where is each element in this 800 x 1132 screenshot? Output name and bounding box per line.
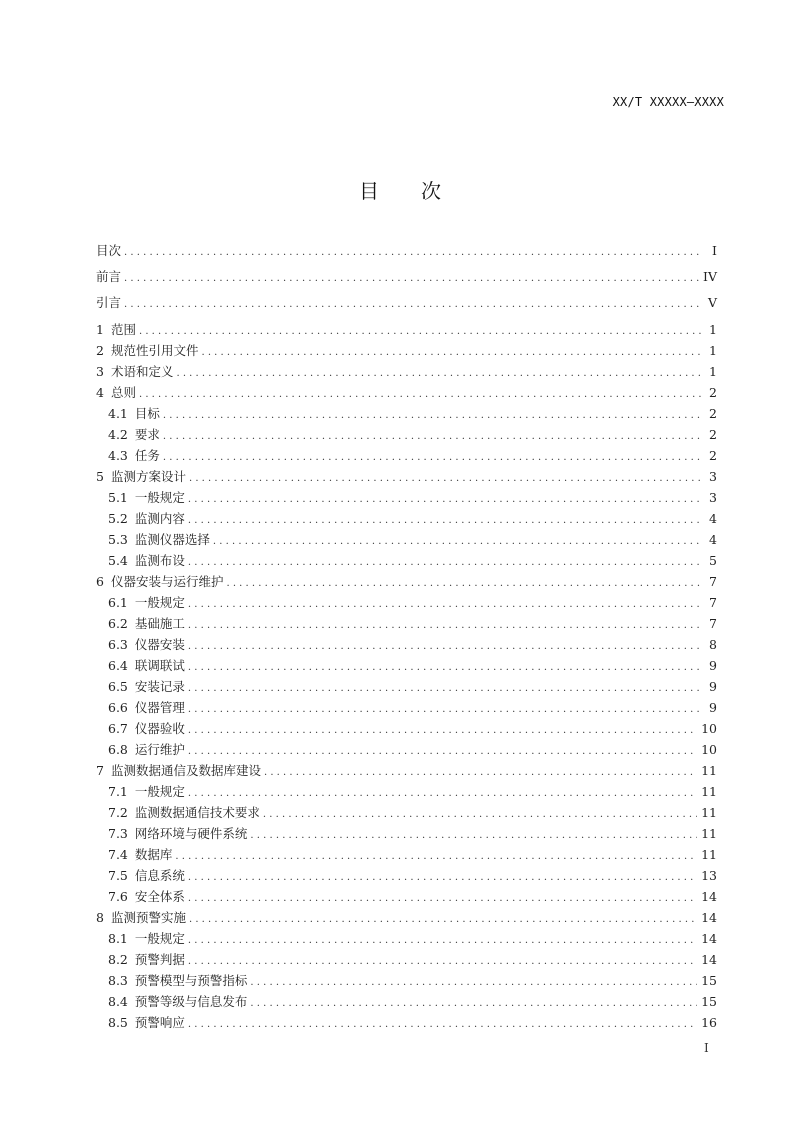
toc-entry-number: 7.2 (108, 805, 128, 820)
dot-leader (263, 804, 697, 825)
toc-entry-label: 安装记录 (134, 679, 185, 694)
toc-entry-label: 监测布设 (134, 553, 185, 568)
toc-entry[interactable] (96, 361, 717, 382)
dot-leader (250, 972, 697, 993)
dot-leader (188, 489, 701, 510)
toc-entry-label: 要求 (134, 427, 160, 442)
dot-leader (250, 825, 697, 846)
toc-entry-number: 6.6 (108, 700, 128, 715)
toc-entry-label: 预警响应 (134, 1015, 185, 1030)
dot-leader (163, 447, 701, 468)
title-char-1: 目 (359, 179, 379, 203)
footer-page-number: I (704, 1041, 709, 1055)
toc-entry-number: 8.1 (108, 931, 128, 946)
toc-entry-label: 仪器管理 (134, 700, 185, 715)
toc-entry-number: 6.2 (108, 616, 128, 631)
toc-entry-label: 任务 (134, 448, 160, 463)
toc-entry-page: 3 (709, 490, 717, 505)
toc-entry-label: 监测预警实施 (110, 910, 186, 925)
toc-entry-number: 7.1 (108, 784, 128, 799)
toc-entry[interactable] (96, 718, 717, 739)
toc-entry-page: 1 (709, 364, 717, 379)
toc-entry-number: 6.7 (108, 721, 128, 736)
toc-entry[interactable] (96, 403, 717, 424)
toc-entry[interactable] (96, 802, 717, 823)
toc-entry-label: 一般规定 (134, 931, 185, 946)
toc-entry-page: 14 (701, 952, 717, 967)
toc-entry-page: 10 (701, 742, 717, 757)
dot-leader (188, 720, 697, 741)
toc-entry-number: 6.5 (108, 679, 128, 694)
toc-entry-number: 4.1 (108, 406, 128, 421)
dot-leader (139, 384, 701, 405)
toc-entry-label: 目标 (134, 406, 160, 421)
toc-entry[interactable] (96, 592, 717, 613)
toc-entry-label: 预警模型与预警指标 (134, 973, 248, 988)
toc-entry[interactable] (96, 445, 717, 466)
toc-entry-page: 11 (701, 784, 717, 799)
toc-entry-label: 一般规定 (134, 784, 185, 799)
toc-entry[interactable] (96, 550, 717, 571)
toc-entry-page: 15 (701, 973, 717, 988)
dot-leader (188, 741, 697, 762)
dot-leader (188, 594, 701, 615)
toc-entry[interactable] (96, 382, 717, 403)
toc-entry[interactable] (96, 781, 717, 802)
dot-leader (188, 951, 697, 972)
toc-entry-number: 7 (96, 763, 104, 778)
toc-entry-number: 6.4 (108, 658, 128, 673)
toc-entry-page: 16 (701, 1015, 717, 1030)
toc-entry[interactable] (96, 844, 717, 865)
toc-entry-number: 5.2 (108, 511, 128, 526)
toc-entry-label: 前言 (96, 269, 122, 284)
toc-entry-page: 7 (709, 574, 717, 589)
dot-leader (124, 269, 699, 289)
title-char-2: 次 (421, 179, 441, 203)
dot-leader (226, 573, 701, 594)
toc-entry-page: 14 (701, 889, 717, 904)
toc-entry-number: 5 (96, 469, 104, 484)
toc-entry-page: 3 (709, 469, 717, 484)
toc-entry-page: 11 (701, 763, 717, 778)
toc-entry[interactable] (96, 907, 717, 928)
toc-entry-label: 运行维护 (134, 742, 185, 757)
toc-entry[interactable] (96, 424, 717, 445)
dot-leader (250, 993, 697, 1014)
toc-entry-page: 11 (701, 826, 717, 841)
toc-entry[interactable] (96, 613, 717, 634)
toc-entry-label: 预警等级与信息发布 (134, 994, 248, 1009)
toc-entry-number: 4 (96, 385, 104, 400)
toc-entry-page: IV (703, 269, 717, 284)
toc-entry[interactable] (96, 1012, 717, 1033)
toc-entry-page: 2 (709, 385, 717, 400)
dot-leader (189, 468, 701, 489)
toc-entry[interactable] (96, 823, 717, 844)
toc-entry-label: 预警判据 (134, 952, 185, 967)
toc-entry-number: 8 (96, 910, 104, 925)
toc-entry[interactable] (96, 487, 717, 508)
toc-entry-page: 9 (709, 679, 717, 694)
toc-entry[interactable] (96, 676, 717, 697)
toc-entry-number: 8.2 (108, 952, 128, 967)
toc-entry-label: 监测仪器选择 (134, 532, 210, 547)
toc-entry-number: 5.4 (108, 553, 128, 568)
dot-leader (201, 342, 701, 363)
toc-entry-page: I (712, 243, 717, 258)
toc-entry-label: 一般规定 (134, 490, 185, 505)
toc-entry-label: 基础施工 (134, 616, 185, 631)
toc-entry-number: 4.2 (108, 427, 128, 442)
dot-leader (188, 510, 701, 531)
toc-entry[interactable] (96, 991, 717, 1012)
toc-entry-page: 2 (709, 406, 717, 421)
toc-entry-number: 6.8 (108, 742, 128, 757)
toc-entry-label: 仪器验收 (134, 721, 185, 736)
dot-leader (188, 888, 697, 909)
toc-entry[interactable] (96, 697, 717, 718)
toc-entry-label: 引言 (96, 295, 122, 310)
toc-entry-number: 5.3 (108, 532, 128, 547)
toc-entry-label: 一般规定 (134, 595, 185, 610)
toc-entry[interactable] (96, 340, 717, 361)
dot-leader (188, 678, 701, 699)
toc-entry-label: 术语和定义 (110, 364, 174, 379)
toc-entry[interactable] (96, 267, 717, 293)
toc-entry-page: 10 (701, 721, 717, 736)
toc-entry-page: 7 (709, 595, 717, 610)
dot-leader (188, 930, 697, 951)
toc-entry-number: 6.3 (108, 637, 128, 652)
toc-entry-number: 5.1 (108, 490, 128, 505)
toc-entry-page: 15 (701, 994, 717, 1009)
toc-entry-page: 7 (709, 616, 717, 631)
dot-leader (188, 657, 701, 678)
toc-entry[interactable] (96, 865, 717, 886)
toc-entry-label: 规范性引用文件 (110, 343, 199, 358)
standard-code-header: XX/T XXXXX—XXXX (612, 95, 724, 109)
toc-entry-page: V (707, 295, 717, 310)
toc-entry-label: 数据库 (134, 847, 173, 862)
dot-leader (188, 699, 701, 720)
toc-entry[interactable] (96, 949, 717, 970)
toc-entry-number: 7.3 (108, 826, 128, 841)
toc-entry[interactable] (96, 928, 717, 949)
toc-entry[interactable] (96, 739, 717, 760)
toc-entry[interactable] (96, 508, 717, 529)
dot-leader (163, 426, 701, 447)
toc-entry-label: 监测数据通信技术要求 (134, 805, 260, 820)
toc-entry-label: 监测内容 (134, 511, 185, 526)
toc-entry-page: 4 (709, 511, 717, 526)
toc-entry-label: 监测数据通信及数据库建设 (110, 763, 261, 778)
toc-entry-number: 4.3 (108, 448, 128, 463)
toc-entry-number: 7.4 (108, 847, 128, 862)
toc-entry[interactable] (96, 319, 717, 340)
dot-leader (175, 846, 697, 867)
toc-entry-page: 14 (701, 931, 717, 946)
toc-entry-number: 6.1 (108, 595, 128, 610)
toc-entry-label: 信息系统 (134, 868, 185, 883)
dot-leader (163, 405, 701, 426)
dot-leader (188, 1014, 697, 1035)
dot-leader (189, 909, 697, 930)
toc-entry-number: 2 (96, 343, 104, 358)
toc-entry-label: 范围 (110, 322, 136, 337)
dot-leader (188, 783, 697, 804)
toc-entry[interactable] (96, 571, 717, 592)
toc-entry-label: 安全体系 (134, 889, 185, 904)
toc-entry-label: 网络环境与硬件系统 (134, 826, 248, 841)
toc-entry-number: 6 (96, 574, 104, 589)
toc-entry[interactable] (96, 760, 717, 781)
toc-entry[interactable] (96, 529, 717, 550)
toc-entry-page: 8 (709, 637, 717, 652)
toc-entry[interactable] (96, 241, 717, 267)
toc-entry-label: 总则 (110, 385, 136, 400)
toc-entry-number: 8.3 (108, 973, 128, 988)
toc-entry-number: 1 (96, 322, 104, 337)
dot-leader (176, 363, 701, 384)
toc-entry-page: 4 (709, 532, 717, 547)
toc-entry-label: 监测方案设计 (110, 469, 186, 484)
toc-entry-page: 1 (709, 322, 717, 337)
dot-leader (188, 615, 701, 636)
toc-entry-number: 7.5 (108, 868, 128, 883)
toc-entry[interactable] (96, 634, 717, 655)
toc-entry-page: 13 (701, 868, 717, 883)
toc-entry-page: 14 (701, 910, 717, 925)
toc-entry-label: 仪器安装与运行维护 (110, 574, 224, 589)
toc-entry-page: 9 (709, 700, 717, 715)
toc-entry-page: 11 (701, 847, 717, 862)
dot-leader (188, 636, 701, 657)
toc-entry[interactable] (96, 655, 717, 676)
toc-entry-number: 8.5 (108, 1015, 128, 1030)
toc-entry-page: 2 (709, 448, 717, 463)
toc-entry-label: 仪器安装 (134, 637, 185, 652)
page-title (0, 175, 800, 204)
dot-leader (124, 295, 701, 315)
toc-entry-number: 8.4 (108, 994, 128, 1009)
toc-entry-page: 9 (709, 658, 717, 673)
toc-entry-page: 1 (709, 343, 717, 358)
toc-entry[interactable] (96, 293, 717, 319)
toc-entry-number: 7.6 (108, 889, 128, 904)
dot-leader (188, 552, 701, 573)
dot-leader (124, 243, 701, 263)
table-of-contents (96, 241, 717, 1033)
toc-entry-page: 2 (709, 427, 717, 442)
toc-entry[interactable] (96, 970, 717, 991)
toc-entry-page: 11 (701, 805, 717, 820)
toc-entry-label: 联调联试 (134, 658, 185, 673)
toc-entry-page: 5 (709, 553, 717, 568)
toc-entry[interactable] (96, 466, 717, 487)
toc-entry[interactable] (96, 886, 717, 907)
toc-entry-number: 3 (96, 364, 104, 379)
dot-leader (139, 321, 701, 342)
dot-leader (213, 531, 701, 552)
dot-leader (188, 867, 697, 888)
dot-leader (264, 762, 697, 783)
toc-entry-label: 目次 (96, 243, 122, 258)
